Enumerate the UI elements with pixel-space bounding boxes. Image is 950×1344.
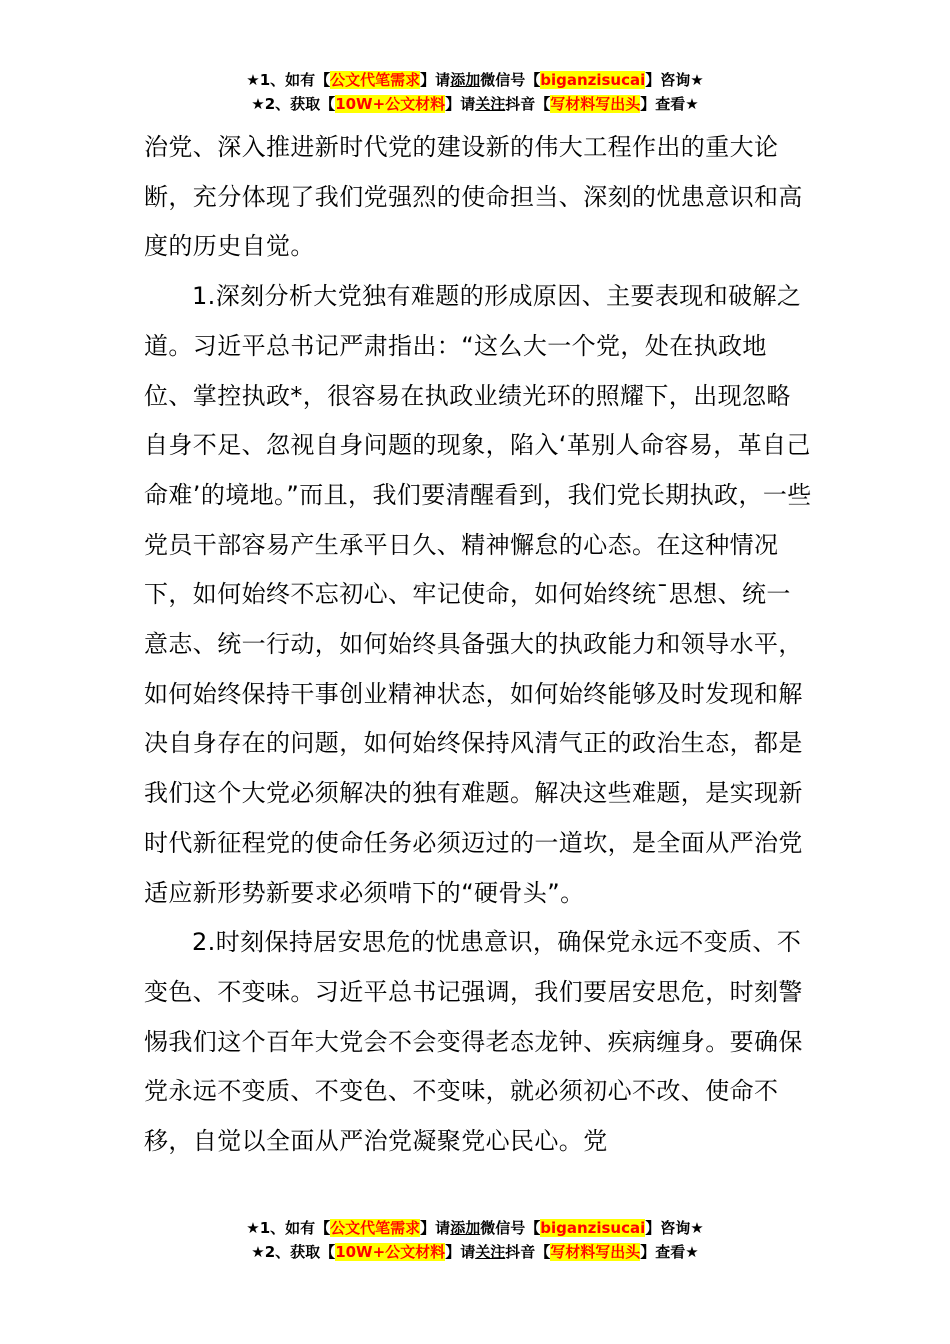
- underlined-text: 关注: [475, 95, 506, 113]
- banner-text: 抖音【: [505, 95, 551, 113]
- banner-text: 】查看★: [640, 95, 699, 113]
- banner-line-1: [0, 68, 950, 92]
- banner-text: ★2、获取【: [251, 1243, 336, 1261]
- banner-text: 】咨询★: [645, 71, 704, 89]
- highlight-service: 公文代笔需求: [330, 71, 421, 89]
- banner-text: 】请: [445, 95, 476, 113]
- banner-text: 微信号【: [480, 1219, 541, 1237]
- highlight-service: 公文代笔需求: [330, 1219, 421, 1237]
- banner-text: 】请: [420, 71, 451, 89]
- footer-banner: [0, 1216, 950, 1264]
- document-body: [144, 123, 814, 1167]
- banner-line-2: [0, 1240, 950, 1264]
- banner-text: 微信号【: [480, 71, 541, 89]
- highlight-douyin-account: 写材料写出头: [550, 95, 641, 113]
- banner-text: 】查看★: [640, 1243, 699, 1261]
- underlined-text: 添加: [450, 1219, 481, 1237]
- paragraph: 2.时刻保持居安思危的忧患意识，确保党永远不变质、不变色、不变味。习近平总书记强调，我们要居安思危，时刻警惕我们这个百年大党会不会变得老态龙钟、疾病缠身。要确保党永远不变质、不变色、不变味，就必须初心不改、使命不移，自觉以全面从严治党凝聚党心民心。党: [144, 928, 803, 1156]
- banner-text: 】请: [420, 1219, 451, 1237]
- highlight-materials: 10W+公文材料: [335, 95, 446, 113]
- paragraph: 治党、深入推进新时代党的建设新的伟大工程作出的重大论断，充分体现了我们党强烈的使命担当、深刻的忧患意识和高度的历史自觉。: [144, 133, 803, 261]
- highlight-wechat-id: biganzisucai: [540, 71, 646, 89]
- banner-text: ★1、如有【: [246, 1219, 331, 1237]
- banner-text: 】咨询★: [645, 1219, 704, 1237]
- header-banner: [0, 68, 950, 116]
- highlight-materials: 10W+公文材料: [335, 1243, 446, 1261]
- underlined-text: 关注: [475, 1243, 506, 1261]
- underlined-text: 添加: [450, 71, 481, 89]
- highlight-wechat-id: biganzisucai: [540, 1219, 646, 1237]
- highlight-douyin-account: 写材料写出头: [550, 1243, 641, 1261]
- banner-text: ★2、获取【: [251, 95, 336, 113]
- banner-text: 抖音【: [505, 1243, 551, 1261]
- banner-text: 】请: [445, 1243, 476, 1261]
- banner-line-2: [0, 92, 950, 116]
- banner-text: ★1、如有【: [246, 71, 331, 89]
- banner-line-1: [0, 1216, 950, 1240]
- paragraph: 1.深刻分析大党独有难题的形成原因、主要表现和破解之道。习近平总书记严肃指出：“这么大一个党，处在执政地位、掌控执政*，很容易在执政业绩光环的照耀下，出现忽略自身不足、忽视自身问题的现象，陷入‘革别人命容易，革自己命难’的境地。”而且，我们要清醒看到，我们党长期执政，一些党员干部容易产生承平日久、精神懈怠的心态。在这种情况下，如何始终不忘初心、牢记使命，如何始终统¯思想、统一意志、统一行动，如何始终具备强大的执政能力和领导水平，如何始终保持干事创业精神状态，如何始终能够及时发现和解决自身存在的问题，如何始终保持风清气正的政治生态，都是我们这个大党必须解决的独有难题。解决这些难题，是实现新时代新征程党的使命任务必须迈过的一道坎，是全面从严治党适应新形势新要求必须啃下的“硬骨头”。: [144, 282, 812, 907]
